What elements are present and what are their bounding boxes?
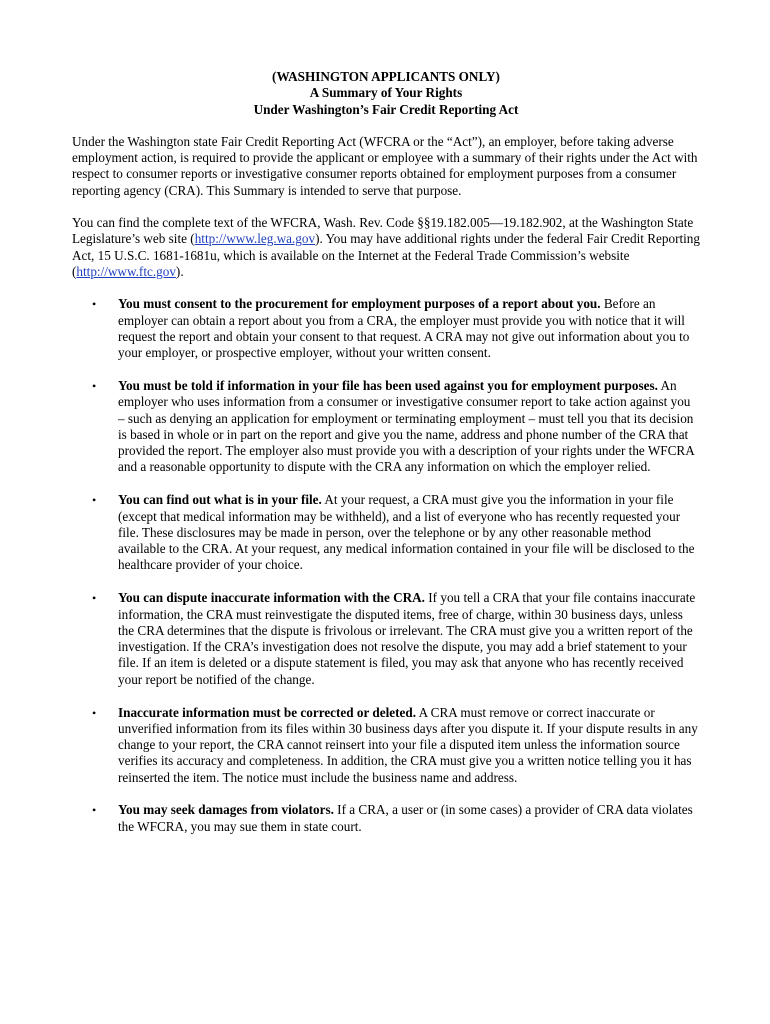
right-lead: You can find out what is in your file.	[118, 492, 322, 508]
right-body: If you tell a CRA that your file contains inaccurate information, the CRA must reinvestigate the disputed items, free of charge, within 30 business days, unless the CRA determines that the dispute is frivolous or irrelevant. The CRA must give you a written report of the investigation. If the CRA’s investigation does not resolve the dispute, you may add a brief statement to your file. If an item is deleted or a dispute statement is filed, you may ask that anyone who has recently received your report be notified of the change.	[118, 590, 696, 687]
right-item-consent	[72, 296, 700, 361]
right-body: A CRA must remove or correct inaccurate or unverified information from its files within 30 business days after you dispute it. If your dispute results in any change to your report, the CRA cannot reinsert into your file a disputed item unless the information source verifies its accuracy and completeness. In addition, the CRA must give you a written notice telling you it has reinserted the item. The notice must include the business name and address.	[118, 704, 698, 785]
right-item-told-if-used	[72, 378, 700, 476]
bullet-icon: •	[92, 493, 97, 508]
right-item-seek-damages	[72, 802, 700, 835]
find-text-part3: ).	[175, 263, 184, 279]
right-body: An employer who uses information from a consumer or investigative consumer report to take action against you – such as denying an application for employment or terminating employment – must tell you that its decision is based in whole or in part on the report and give you the name, address and phone number of the CRA that provided the report. The employer also must provide you with a description of your rights under the WFCRA and a reasonable opportunity to dispute with the CRA any information on which the employer relied.	[118, 377, 694, 475]
heading-summary-title: A Summary of Your Rights	[309, 85, 463, 101]
find-text-part1: You can find the complete text of the WFCRA, Wash. Rev. Code §§19.182.005—19.182.902, at the Washington State Legislature’s web site (	[72, 215, 694, 247]
right-item-dispute	[72, 590, 700, 688]
right-item-corrected-deleted	[72, 705, 700, 786]
intro-paragraph: Under the Washington state Fair Credit Reporting Act (WFCRA or the “Act”), an employer, before taking adverse employment action, is required to provide the applicant or employee with a summary of their rights under the Act with respect to consumer reports or investigative consumer reports obtained for employment purposes from a consumer reporting agency (CRA). This Summary is intended to serve that purpose.	[72, 133, 698, 198]
right-item-find-out-file	[72, 492, 700, 573]
document-page	[72, 69, 700, 852]
right-lead: Inaccurate information must be corrected or deleted.	[118, 704, 416, 720]
bullet-icon: •	[92, 378, 97, 393]
right-lead: You can dispute inaccurate information with the CRA.	[118, 590, 425, 606]
bullet-icon: •	[92, 803, 97, 818]
rights-list	[72, 296, 700, 835]
ftc-gov-link[interactable]: http://www.ftc.gov	[76, 263, 176, 279]
bullet-icon: •	[92, 705, 97, 720]
right-body: If a CRA, a user or (in some cases) a provider of CRA data violates the WFCRA, you may sue them in state court.	[118, 802, 693, 834]
heading-applicants-only: (WASHINGTON APPLICANTS ONLY)	[272, 69, 500, 84]
bullet-icon: •	[92, 297, 97, 312]
find-text-part2: ). You may have additional rights under the federal Fair Credit Reporting Act, 15 U.S.C. 1681-1681u, which is available on the Internet at the Federal Trade Commission’s website (	[72, 231, 700, 279]
right-lead: You may seek damages from violators.	[118, 802, 334, 818]
bullet-icon: •	[92, 591, 97, 606]
document-heading	[72, 69, 700, 118]
find-text-paragraph	[72, 215, 700, 280]
right-body: Before an employer can obtain a report about you from a CRA, the employer must provide you with notice that it will request the report and obtain your consent to that request. A CRA may not give out information about you to your employer, or prospective employer, without your written consent.	[118, 296, 690, 361]
right-lead: You must be told if information in your file has been used against you for employment purposes.	[118, 377, 658, 393]
right-body: At your request, a CRA must give you the information in your file (except that medical information may be withheld), and a list of everyone who has recently requested your file. These disclosures may be made in person, over the telephone or by any other reasonable method available to the CRA. At your request, any medical information contained in your file will be disclosed to the healthcare provider of your choice.	[118, 492, 695, 573]
right-lead: You must consent to the procurement for employment purposes of a report about you.	[118, 296, 601, 312]
heading-act-title: Under Washington’s Fair Credit Reporting Act	[253, 101, 519, 117]
leg-wa-gov-link[interactable]: http://www.leg.wa.gov	[194, 231, 316, 247]
